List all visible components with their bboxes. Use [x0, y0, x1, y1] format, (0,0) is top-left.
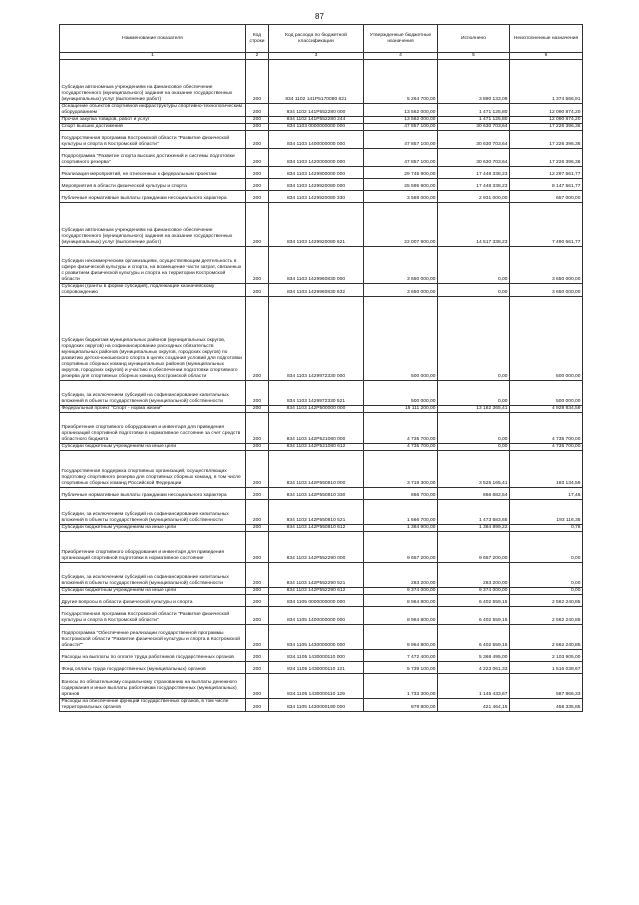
table-row: [60, 451, 583, 488]
row-unexecuted-amount: 657 000,00: [510, 191, 583, 203]
table-row: [60, 203, 583, 247]
row-line-code: 200: [246, 413, 269, 444]
header-executed: Исполнено: [438, 25, 510, 53]
row-indicator-name: Субсидии бюджетам муниципальных районов (муниципальных округов, городских округов) на софинансирование расходных обязательств муниципальных районов (муниципальных округов, городских округов) по развитию детско-юношеского спорта в целях создания условий для подготовки спортивных сборных команд муниципальных районов (муниципальных округов, городских округов) и участию в обеспечении подготовки спортивного резерва для спортивных сборных команд Костромской области: [60, 297, 246, 381]
row-unexecuted-amount: 3 650 000,00: [510, 247, 583, 284]
row-approved-amount: 1 666 700,00: [364, 500, 438, 525]
row-unexecuted-amount: 1 374 566,91: [510, 60, 583, 104]
header-line-code: Код строки: [246, 25, 269, 53]
row-budget-code: 834 1105 1400000000 000: [269, 607, 364, 625]
row-unexecuted-amount: 500 000,00: [510, 381, 583, 406]
row-executed-amount: 30 630 703,64: [438, 124, 510, 131]
row-executed-amount: 0,00: [438, 284, 510, 297]
row-approved-amount: 283 200,00: [364, 563, 438, 588]
header-unexecuted: Неисполненные назначения: [510, 25, 583, 53]
row-unexecuted-amount: 193 134,59: [510, 451, 583, 488]
row-unexecuted-amount: 0,78: [510, 525, 583, 532]
row-unexecuted-amount: 0,00: [510, 588, 583, 595]
table-body: [60, 60, 583, 712]
row-unexecuted-amount: 4 928 834,59: [510, 406, 583, 413]
row-budget-code: 834 1103 142P552290 612: [269, 588, 364, 595]
row-line-code: 200: [246, 60, 269, 104]
row-budget-code: 834 1105 1430000110 129: [269, 674, 364, 699]
column-number: 6: [510, 53, 583, 60]
column-number: 5: [438, 53, 510, 60]
table-row: [60, 60, 583, 104]
row-indicator-name: Приобретение спортивного оборудования и инвентаря для приведения организаций спортивной подготовки в нормативное состояние за счет средств областного бюджета: [60, 413, 246, 444]
row-indicator-name: Государственная программа Костромской области "Развитие физической культуры и спорта в Костромской области": [60, 607, 246, 625]
table-row: [60, 563, 583, 588]
row-executed-amount: 17 448 338,23: [438, 179, 510, 191]
row-approved-amount: 3 650 000,00: [364, 247, 438, 284]
row-line-code: 200: [246, 167, 269, 179]
row-approved-amount: 47 857 100,00: [364, 124, 438, 131]
row-line-code: 200: [246, 662, 269, 674]
table-row: [60, 406, 583, 413]
row-unexecuted-amount: 17 226 396,36: [510, 124, 583, 131]
row-indicator-name: Субсидии, за исключением субсидий на софинансирование капитальных вложений в объекты государственной (муниципальной) собственности: [60, 500, 246, 525]
table-header-row: [60, 25, 583, 53]
row-line-code: 200: [246, 381, 269, 406]
row-line-code: 200: [246, 650, 269, 662]
row-unexecuted-amount: 193 116,35: [510, 500, 583, 525]
row-indicator-name: Субсидии (гранты в форме субсидий), подлежащие казначейскому сопровождению: [60, 284, 246, 297]
row-budget-code: 834 1105 1430000190 000: [269, 699, 364, 712]
row-line-code: 200: [246, 247, 269, 284]
row-line-code: 200: [246, 203, 269, 247]
row-indicator-name: Приобретение спортивного оборудования и инвентаря для приведения организаций спортивной подготовки в нормативное состояние: [60, 532, 246, 563]
row-budget-code: 834 1103 142P550810 000: [269, 451, 364, 488]
table-row: [60, 662, 583, 674]
row-approved-amount: 666 700,00: [364, 488, 438, 500]
table-row: [60, 104, 583, 117]
row-indicator-name: Прочая закупка товаров, работ и услуг: [60, 117, 246, 124]
row-executed-amount: 9 374 000,00: [438, 588, 510, 595]
row-approved-amount: 5 739 100,00: [364, 662, 438, 674]
row-approved-amount: 9 374 000,00: [364, 588, 438, 595]
row-budget-code: 834 1105 1430000000 000: [269, 625, 364, 650]
row-executed-amount: 6 402 559,15: [438, 625, 510, 650]
row-approved-amount: 4 735 700,00: [364, 444, 438, 451]
row-budget-code: 834 1102 141P552280 244: [269, 117, 364, 124]
row-approved-amount: 500 000,00: [364, 381, 438, 406]
row-approved-amount: 1 733 300,00: [364, 674, 438, 699]
table-row: [60, 284, 583, 297]
row-unexecuted-amount: 17 226 396,36: [510, 131, 583, 149]
header-budget-code: Код расхода по бюджетной классификации: [269, 25, 364, 53]
row-executed-amount: 0,00: [438, 444, 510, 451]
table-row: [60, 149, 583, 167]
row-line-code: 200: [246, 532, 269, 563]
table-row: [60, 674, 583, 699]
row-approved-amount: 22 007 900,00: [364, 203, 438, 247]
row-executed-amount: 0,00: [438, 381, 510, 406]
column-number: 3: [269, 53, 364, 60]
row-line-code: 200: [246, 588, 269, 595]
row-indicator-name: Расходы на обеспечение функций государственных органов, в том числе территориальных органов: [60, 699, 246, 712]
row-unexecuted-amount: 4 735 700,00: [510, 444, 583, 451]
row-approved-amount: 8 964 800,00: [364, 625, 438, 650]
table-row: [60, 179, 583, 191]
row-indicator-name: Реализация мероприятий, не отнесенных к федеральным проектам: [60, 167, 246, 179]
row-unexecuted-amount: 17 226 396,36: [510, 149, 583, 167]
row-approved-amount: 47 857 100,00: [364, 149, 438, 167]
row-unexecuted-amount: 1 516 038,67: [510, 662, 583, 674]
row-line-code: 200: [246, 191, 269, 203]
row-unexecuted-amount: 12 090 874,20: [510, 104, 583, 117]
table-row: [60, 699, 583, 712]
column-number: 1: [60, 53, 246, 60]
row-budget-code: 834 1103 1429920080 000: [269, 179, 364, 191]
row-executed-amount: 30 630 703,64: [438, 131, 510, 149]
row-budget-code: 834 1103 142P552290 000: [269, 532, 364, 563]
row-line-code: 200: [246, 674, 269, 699]
header-approved: Утвержденные бюджетные назначения: [364, 25, 438, 53]
row-unexecuted-amount: 2 562 240,85: [510, 607, 583, 625]
row-budget-code: 834 1103 142P521080 612: [269, 444, 364, 451]
row-executed-amount: 1 384 899,22: [438, 525, 510, 532]
row-approved-amount: 3 718 300,00: [364, 451, 438, 488]
row-approved-amount: 1 384 900,00: [364, 525, 438, 532]
row-approved-amount: 500 000,00: [364, 297, 438, 381]
column-number: 2: [246, 53, 269, 60]
row-indicator-name: Государственная поддержка спортивных организаций, осуществляющих подготовку спортивного резерва для спортивных сборных команд, в том числе спортивных сборных команд Российской Федерации: [60, 451, 246, 488]
row-indicator-name: Расходы на выплаты по оплате труда работников государственных органов: [60, 650, 246, 662]
row-executed-amount: 0,00: [438, 413, 510, 444]
row-approved-amount: 25 595 900,00: [364, 179, 438, 191]
row-line-code: 200: [246, 451, 269, 488]
row-executed-amount: 421 464,15: [438, 699, 510, 712]
row-budget-code: 834 1105 1430000110 000: [269, 650, 364, 662]
row-approved-amount: 7 472 400,00: [364, 650, 438, 662]
row-unexecuted-amount: 7 490 561,77: [510, 203, 583, 247]
table-row: [60, 413, 583, 444]
row-executed-amount: 283 200,00: [438, 563, 510, 588]
row-approved-amount: 879 800,00: [364, 699, 438, 712]
table-row: [60, 488, 583, 500]
table-row: [60, 650, 583, 662]
row-unexecuted-amount: 458 335,85: [510, 699, 583, 712]
row-indicator-name: Подпрограмма "Развитие спорта высших достижений и системы подготовки спортивного резерва": [60, 149, 246, 167]
row-indicator-name: Субсидии бюджетным учреждениям на иные цели: [60, 525, 246, 532]
row-approved-amount: 3 650 000,00: [364, 284, 438, 297]
row-unexecuted-amount: 587 866,33: [510, 674, 583, 699]
row-line-code: 200: [246, 563, 269, 588]
row-executed-amount: 4 223 061,33: [438, 662, 510, 674]
row-unexecuted-amount: 12 090 874,20: [510, 117, 583, 124]
row-indicator-name: Другие вопросы в области физической культуры и спорта: [60, 595, 246, 607]
row-approved-amount: 8 964 800,00: [364, 595, 438, 607]
row-line-code: 200: [246, 525, 269, 532]
row-executed-amount: 3 525 165,41: [438, 451, 510, 488]
row-indicator-name: Субсидии автономным учреждениям на финансовое обеспечение государственного (муниципального) задания на оказание государственных (муниципальных) услуг (выполнение работ): [60, 203, 246, 247]
table-column-numbers-row: [60, 53, 583, 60]
table-row: [60, 297, 583, 381]
row-unexecuted-amount: 17,46: [510, 488, 583, 500]
row-indicator-name: Субсидии, за исключением субсидий на софинансирование капитальных вложений в объекты государственной (муниципальной) собственности: [60, 381, 246, 406]
row-approved-amount: 8 964 800,00: [364, 607, 438, 625]
row-line-code: 200: [246, 124, 269, 131]
row-indicator-name: Субсидии бюджетным учреждениям на иные цели: [60, 444, 246, 451]
table-row: [60, 625, 583, 650]
row-line-code: 200: [246, 625, 269, 650]
row-unexecuted-amount: 2 562 240,85: [510, 625, 583, 650]
row-line-code: 200: [246, 406, 269, 413]
table-row: [60, 167, 583, 179]
table-row: [60, 532, 583, 563]
row-indicator-name: Субсидии некоммерческим организациям, осуществляющим деятельность в сфере физической культуры и спорта, на возмещение части затрат, связанных с развитием физической культуры и спорта на территории Костромской области: [60, 247, 246, 284]
column-number: 4: [364, 53, 438, 60]
row-budget-code: 834 1103 1429900000 000: [269, 167, 364, 179]
table-row: [60, 117, 583, 124]
row-indicator-name: Публичные нормативные выплаты гражданам несоциального характера: [60, 488, 246, 500]
row-executed-amount: 2 931 000,00: [438, 191, 510, 203]
row-approved-amount: 3 588 000,00: [364, 191, 438, 203]
row-line-code: 200: [246, 500, 269, 525]
row-unexecuted-amount: 0,00: [510, 532, 583, 563]
row-indicator-name: Субсидии бюджетным учреждениям на иные цели: [60, 588, 246, 595]
row-approved-amount: 4 735 700,00: [364, 413, 438, 444]
row-approved-amount: 18 111 200,00: [364, 406, 438, 413]
row-executed-amount: 5 368 495,00: [438, 650, 510, 662]
row-unexecuted-amount: 0,00: [510, 563, 583, 588]
header-indicator-name: Наименование показателя: [60, 25, 246, 53]
row-approved-amount: 5 264 700,00: [364, 60, 438, 104]
table-row: [60, 525, 583, 532]
row-executed-amount: 0,00: [438, 247, 510, 284]
row-unexecuted-amount: 2 562 240,85: [510, 595, 583, 607]
budget-execution-table: [59, 24, 583, 712]
row-line-code: 200: [246, 488, 269, 500]
row-approved-amount: 47 857 100,00: [364, 131, 438, 149]
row-line-code: 200: [246, 595, 269, 607]
row-executed-amount: 13 182 365,41: [438, 406, 510, 413]
row-indicator-name: Государственная программа Костромской области "Развитие физической культуры и спорта в Костромской области": [60, 131, 246, 149]
row-line-code: 200: [246, 149, 269, 167]
row-executed-amount: 6 402 559,15: [438, 595, 510, 607]
row-line-code: 200: [246, 444, 269, 451]
row-line-code: 200: [246, 104, 269, 117]
row-budget-code: 834 1102 141P5170080 621: [269, 60, 364, 104]
row-unexecuted-amount: 500 000,00: [510, 297, 583, 381]
row-indicator-name: Субсидии автономным учреждениям на финансовое обеспечение государственного (муниципального) задания на оказание государственных (муниципальных) услуг (выполнение работ): [60, 60, 246, 104]
row-executed-amount: 0,00: [438, 297, 510, 381]
row-indicator-name: Федеральный проект "Спорт - норма жизни": [60, 406, 246, 413]
row-budget-code: 834 1103 142P552290 521: [269, 563, 364, 588]
row-executed-amount: 1 471 125,80: [438, 104, 510, 117]
row-indicator-name: Оснащение объектов спортивной инфраструктуры спортивно-технологическим оборудованием: [60, 104, 246, 117]
table-row: [60, 607, 583, 625]
row-budget-code: 834 1103 1400000000 000: [269, 131, 364, 149]
table-row: [60, 500, 583, 525]
table-row: [60, 588, 583, 595]
row-executed-amount: 1 471 125,80: [438, 117, 510, 124]
row-budget-code: 834 1102 141P552280 000: [269, 104, 364, 117]
row-executed-amount: 1 145 433,67: [438, 674, 510, 699]
row-indicator-name: Спорт высших достижений: [60, 124, 246, 131]
row-budget-code: 834 1103 1429960830 000: [269, 247, 364, 284]
row-indicator-name: Взносы по обязательному социальному страхованию на выплаты денежного содержания и иные выплаты работникам государственных (муниципальных) органов: [60, 674, 246, 699]
row-unexecuted-amount: 12 297 561,77: [510, 167, 583, 179]
table-row: [60, 444, 583, 451]
row-executed-amount: 1 473 583,65: [438, 500, 510, 525]
row-budget-code: 834 1105 1430000110 121: [269, 662, 364, 674]
row-budget-code: 834 1103 142P550810 612: [269, 525, 364, 532]
table-row: [60, 191, 583, 203]
row-indicator-name: Субсидии, за исключением субсидий на софинансирование капитальных вложений в объекты государственной (муниципальной) собственности: [60, 563, 246, 588]
row-unexecuted-amount: 2 103 905,00: [510, 650, 583, 662]
row-budget-code: 834 1103 142P500000 000: [269, 406, 364, 413]
row-budget-code: 834 1105 0000000000 000: [269, 595, 364, 607]
row-budget-code: 834 1103 142P521080 000: [269, 413, 364, 444]
row-budget-code: 834 1103 1429920080 621: [269, 203, 364, 247]
row-executed-amount: 30 630 703,64: [438, 149, 510, 167]
row-line-code: 200: [246, 607, 269, 625]
row-approved-amount: 13 562 000,00: [364, 104, 438, 117]
row-budget-code: 834 1103 1420000000 000: [269, 149, 364, 167]
row-indicator-name: Мероприятия в области физической культуры и спорта: [60, 179, 246, 191]
row-approved-amount: 13 562 000,00: [364, 117, 438, 124]
row-line-code: 200: [246, 284, 269, 297]
table-row: [60, 247, 583, 284]
row-indicator-name: Фонд оплаты труда государственных (муниципальных) органов: [60, 662, 246, 674]
row-approved-amount: 9 657 200,00: [364, 532, 438, 563]
row-line-code: 200: [246, 699, 269, 712]
row-approved-amount: 29 745 900,00: [364, 167, 438, 179]
row-executed-amount: 666 682,54: [438, 488, 510, 500]
row-indicator-name: Подпрограмма "Обеспечение реализации государственной программы Костромской области "Развитие физической культуры и спорта в Костромской области"": [60, 625, 246, 650]
row-line-code: 200: [246, 131, 269, 149]
table-row: [60, 595, 583, 607]
row-executed-amount: 17 448 338,23: [438, 167, 510, 179]
row-line-code: 200: [246, 297, 269, 381]
row-budget-code: 834 1103 1429960830 632: [269, 284, 364, 297]
page-number: 87: [315, 12, 324, 21]
row-unexecuted-amount: 8 147 561,77: [510, 179, 583, 191]
row-budget-code: 834 1103 142P550810 521: [269, 500, 364, 525]
table-row: [60, 124, 583, 131]
row-executed-amount: 14 517 338,23: [438, 203, 510, 247]
table-row: [60, 131, 583, 149]
row-indicator-name: Публичные нормативные выплаты гражданам несоциального характера: [60, 191, 246, 203]
row-budget-code: 834 1103 0000000000 000: [269, 124, 364, 131]
row-executed-amount: 9 657 200,00: [438, 532, 510, 563]
table-row: [60, 381, 583, 406]
row-unexecuted-amount: 4 735 700,00: [510, 413, 583, 444]
row-budget-code: 834 1103 142P550810 330: [269, 488, 364, 500]
row-budget-code: 834 1103 1429972330 521: [269, 381, 364, 406]
row-executed-amount: 6 402 559,15: [438, 607, 510, 625]
row-line-code: 200: [246, 117, 269, 124]
row-budget-code: 834 1103 1429972330 000: [269, 297, 364, 381]
row-executed-amount: 3 890 133,09: [438, 60, 510, 104]
row-unexecuted-amount: 3 650 000,00: [510, 284, 583, 297]
row-line-code: 200: [246, 179, 269, 191]
row-budget-code: 834 1103 1429920080 330: [269, 191, 364, 203]
